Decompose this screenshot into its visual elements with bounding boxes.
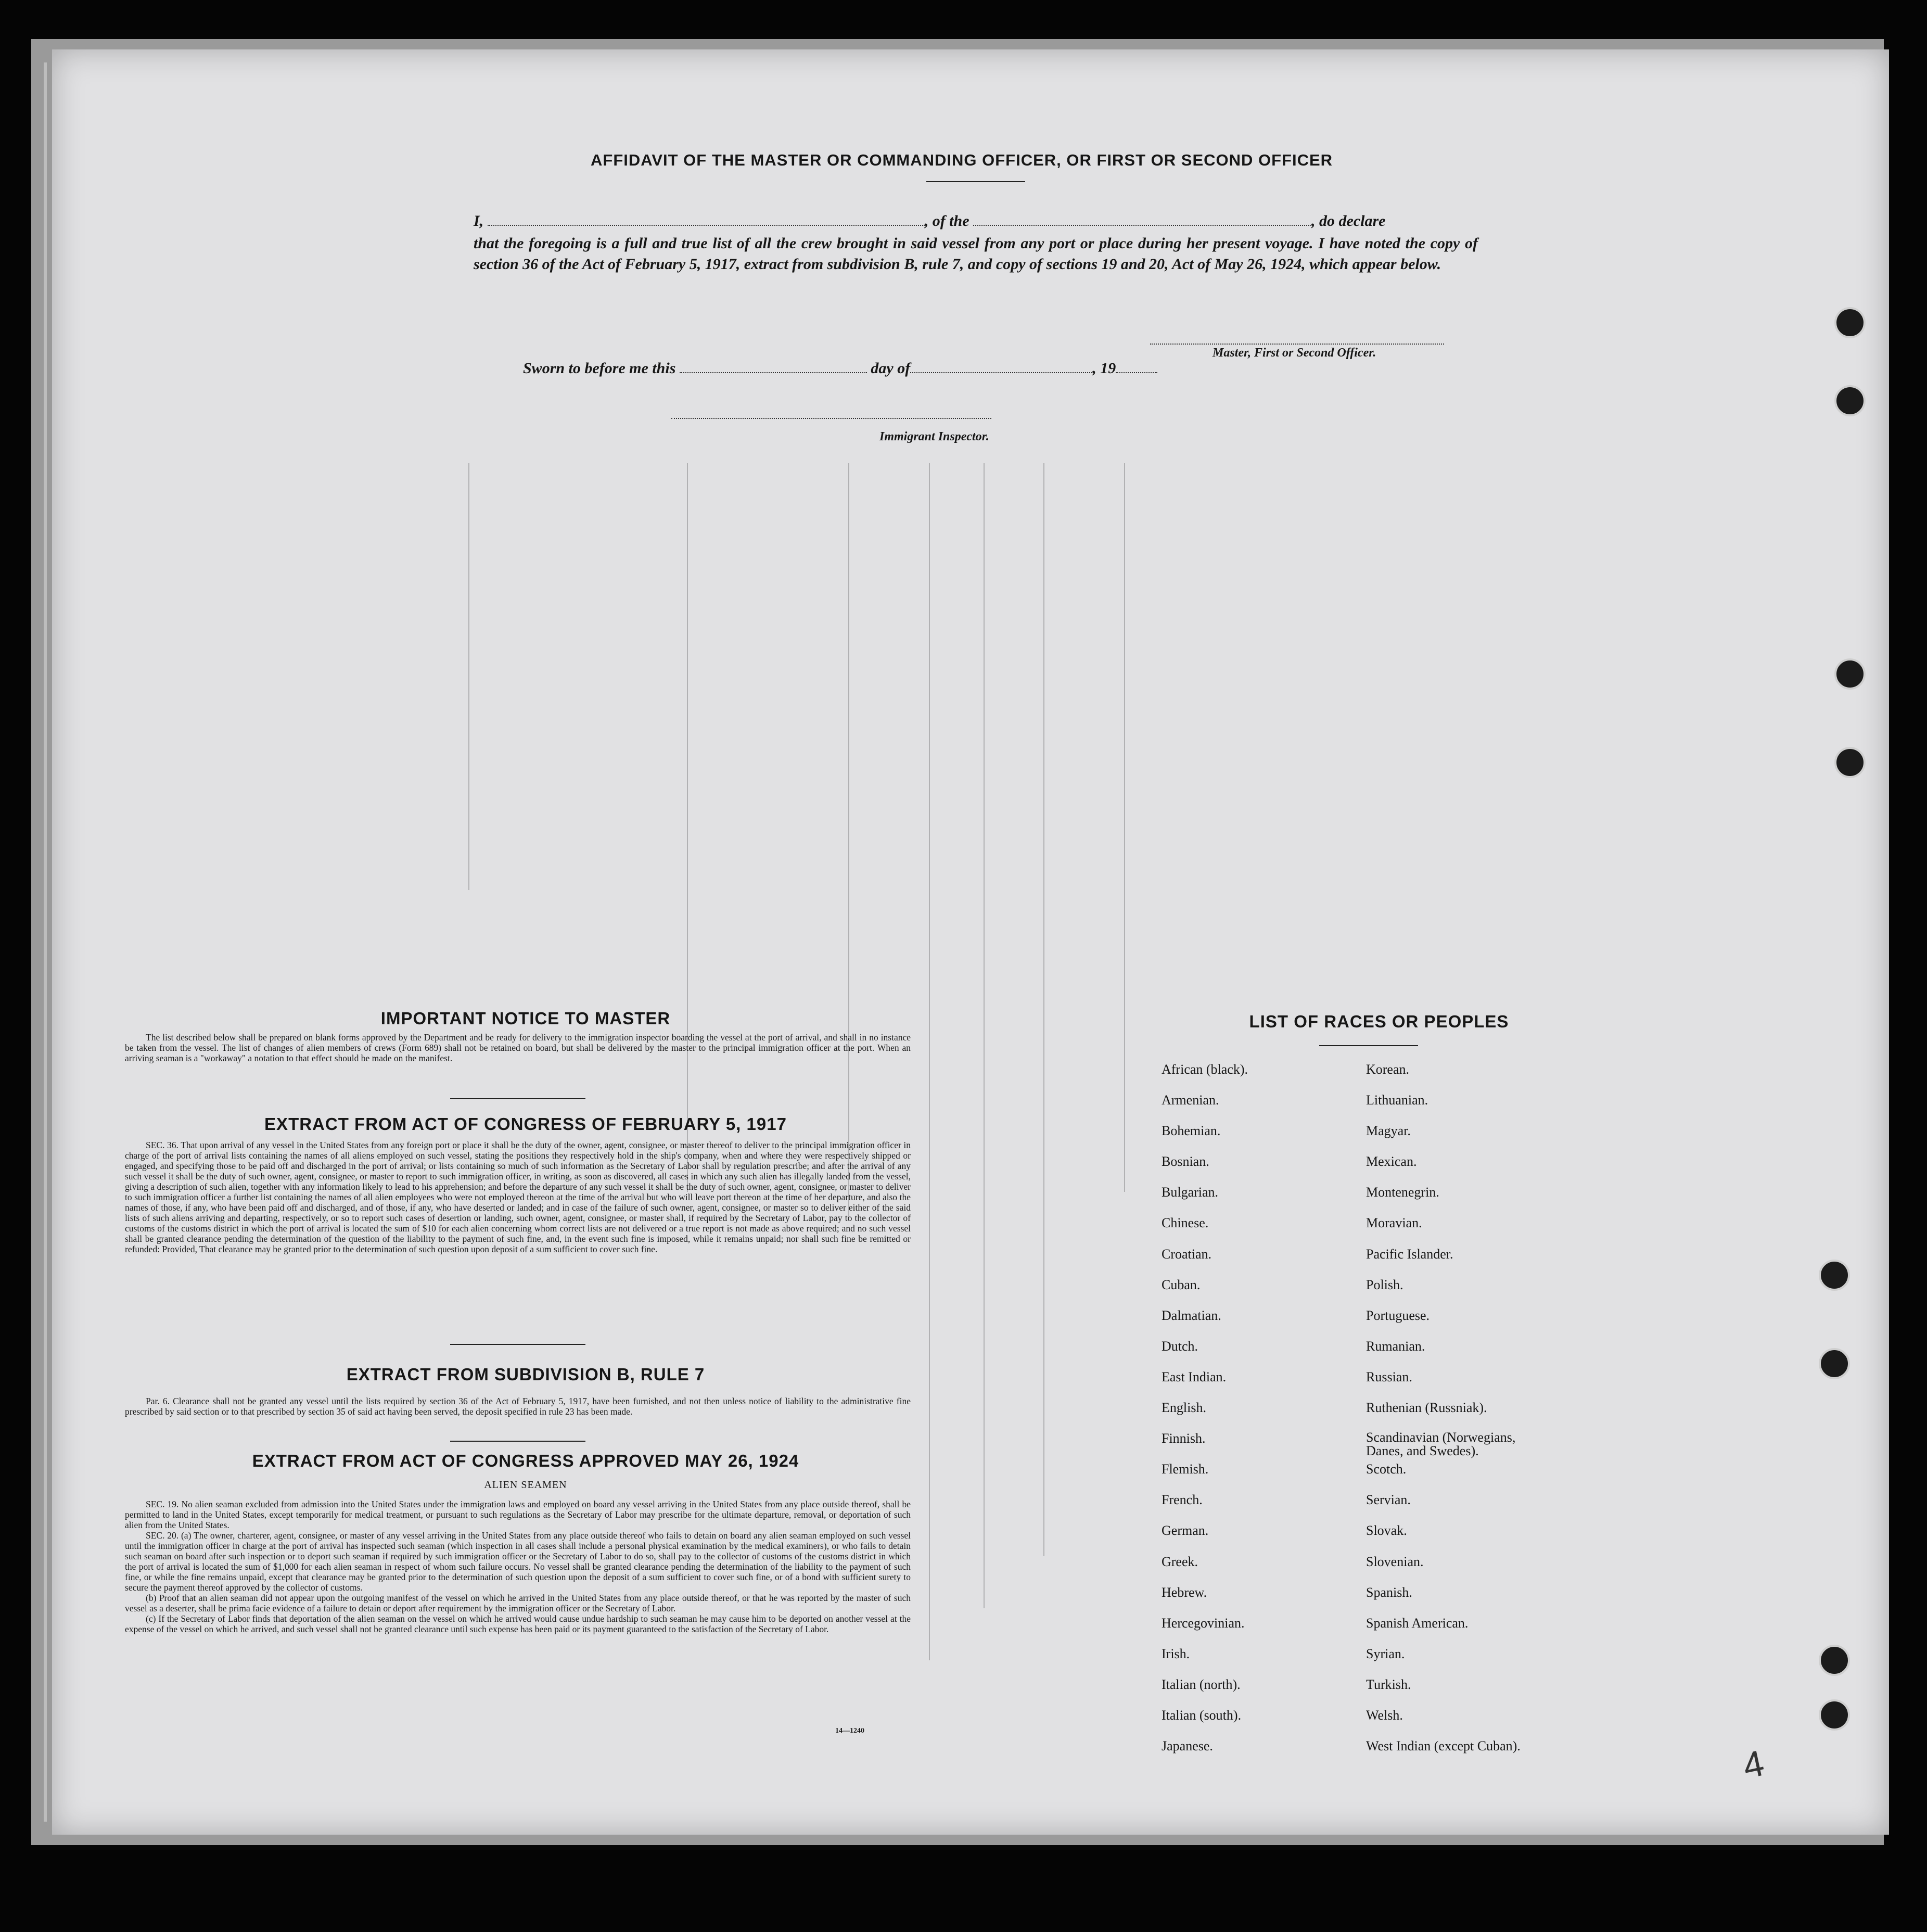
inspector-signature-line[interactable] [671, 418, 991, 419]
extract-1917-text: SEC. 36. That upon arrival of any vessel in the United States from any foreign port or place it shall be the duty of the owner, agent, consignee, or master thereof to deliver to the principal immigration officer in charge of the port of arrival lists containing the names of all aliens employed on such vessel, stating the positions they respectively hold in the ship's company, when and where they were respectively shipped or engaged, and specifying those to be paid off and discharged in the port of arrival; or lists containing so much of such information as the Secretary of Labor shall by regulation prescribe; and after the arrival of any such vessel it shall be the duty of such owner, agent, consignee, or master to report to such immigration officer, in writing, as soon as discovered, all cases in which any such alien has illegally landed from the vessel, giving a description of such alien, together with any information likely to lead to his apprehension; and before the departure of any such vessel it shall be the duty of such owner, agent, consignee, or master to deliver to such immigration officer a further list containing the names of all alien employees who were not employed thereon at the time of the arrival but who will leave port thereon at the time of her departure, and also the names of those, if any, who have been paid off and discharged, and of those, if any, who have deserted or landed; and in case of the failure of such owner, agent, consignee, or master so to deliver either of the said lists of such aliens arriving and departing, respectively, or so to report such cases of desertion or landing, such owner, agent, consignee, or master shall, if required by the Secretary of Labor, pay to the collector of customs of the customs district in which the port of arrival is located the sum of $10 for each alien concerning whom correct lists are not delivered or a true report is not made as above required; and no such vessel shall be granted clearance pending the determination of the question of the liability to the payment of such fine, and, in the event such fine is imposed, while it remains unpaid; nor shall such fine be remitted or refunded: Provided, That clearance may be granted prior to the determination of such question upon deposit of a sum sufficient to cover such fine. [125, 1140, 911, 1254]
extract-1924-subtitle: ALIEN SEAMEN [484, 1479, 567, 1491]
master-signature-line[interactable] [1150, 344, 1444, 345]
race-item: Spanish. [1366, 1584, 1412, 1600]
race-item: Moravian. [1366, 1215, 1422, 1231]
race-item: Flemish. [1162, 1461, 1209, 1477]
race-item: African (black). [1162, 1062, 1248, 1077]
races-rule [1319, 1045, 1418, 1046]
race-item: Magyar. [1366, 1123, 1411, 1139]
sworn-line [523, 358, 1157, 379]
race-item: Spanish American. [1366, 1615, 1469, 1631]
handwritten-mark: 4 [1739, 1742, 1768, 1787]
binder-hole [1834, 307, 1866, 338]
race-item: Italian (north). [1162, 1676, 1241, 1692]
binder-hole [1819, 1348, 1850, 1379]
affidavit-i: I, [474, 212, 484, 230]
extract-1924-body [125, 1499, 911, 1634]
extract-rule7-text: Par. 6. Clearance shall not be granted any vessel until the lists required by section 36 of the Act of February 5, 1917, have been furnished, and not then unless notice of liability to the administrative fine prescribed by said section or to that prescribed by section 35 of said act having been served, the deposit specified in rule 23 has been made. [125, 1396, 911, 1417]
race-item: Pacific Islander. [1366, 1246, 1453, 1262]
sworn-year: , 19 [1092, 360, 1116, 377]
races-title: LIST OF RACES OR PEOPLES [1249, 1012, 1509, 1031]
race-item: Rumanian. [1366, 1338, 1425, 1354]
bleed-through-line [984, 463, 985, 1608]
race-item: Croatian. [1162, 1246, 1212, 1262]
binder-hole [1834, 658, 1866, 690]
vessel-field[interactable] [973, 212, 1311, 226]
race-item: Dutch. [1162, 1338, 1198, 1354]
title-rule [926, 181, 1025, 182]
race-item: Italian (south). [1162, 1707, 1242, 1723]
race-item: Japanese. [1162, 1738, 1213, 1754]
sworn-day-field[interactable] [680, 360, 867, 373]
section-19-text: SEC. 19. No alien seaman excluded from admission into the United States under the immigration laws and employed on board any vessel arriving in the United States from any place outside thereof, shall be permitted to land in the United States, except temporarily for medical treatment, or pursuant to such regulations as the Secretary of Labor may prescribe for the ultimate departure, removal, or deportation of such alien from the United States. [125, 1499, 911, 1530]
race-item: Hercegovinian. [1162, 1615, 1245, 1631]
binder-hole [1834, 747, 1866, 778]
race-item: Mexican. [1366, 1154, 1417, 1170]
extract-rule7-title: EXTRACT FROM SUBDIVISION B, RULE 7 [346, 1365, 705, 1384]
race-item: Bosnian. [1162, 1154, 1209, 1170]
race-item: Irish. [1162, 1646, 1190, 1661]
race-item: Greek. [1162, 1554, 1198, 1569]
bleed-through-line [929, 463, 930, 1660]
race-item: English. [1162, 1400, 1206, 1416]
race-item: Scotch. [1366, 1461, 1407, 1477]
race-item: Dalmatian. [1162, 1307, 1221, 1323]
races-right-column [1366, 1062, 1553, 1769]
races-left-column [1162, 1062, 1248, 1769]
race-item: German. [1162, 1523, 1209, 1539]
race-item: West Indian (except Cuban). [1366, 1738, 1521, 1754]
master-signature-label: Master, First or Second Officer. [1213, 346, 1376, 360]
race-item: Servian. [1366, 1492, 1411, 1508]
sworn-prefix: Sworn to before me this [523, 360, 676, 377]
race-item: Polish. [1366, 1277, 1403, 1292]
affidavit-of-the: , of the [924, 212, 969, 230]
race-item: Bohemian. [1162, 1123, 1221, 1139]
section-20b-text: (b) Proof that an alien seaman did not appear upon the outgoing manifest of the vessel on which he arrived in the United States from any place outside thereof, or that he was reported by the master of such vessel as a deserter, shall be prima facie evidence of a failure to detain or deport after requirement by the immigration officer or the Secretary of Labor. [125, 1593, 911, 1613]
race-item: Slovenian. [1366, 1554, 1424, 1569]
section-20c-text: (c) If the Secretary of Labor finds that deportation of the alien seaman on the vessel on which he arrived would cause undue hardship to such seaman he may cause him to be deported on another vessel at the expense of the vessel on which he arrived, and such vessel shall not be granted clearance until such expense has been paid or its payment guaranteed to the satisfaction of the Secretary of Labor. [125, 1613, 911, 1634]
binder-hole [1819, 1645, 1850, 1676]
extract-rule7-rule [450, 1441, 585, 1442]
affidavit-declare: , do declare [1311, 212, 1386, 230]
race-item: Ruthenian (Russniak). [1366, 1400, 1487, 1416]
extract-1917-title: EXTRACT FROM ACT OF CONGRESS OF FEBRUARY 5, 1917 [264, 1114, 787, 1134]
bleed-through-line [848, 463, 849, 1218]
extract-1917-rule [450, 1344, 585, 1345]
race-item: Russian. [1366, 1369, 1412, 1384]
notice-text: The list described below shall be prepared on blank forms approved by the Department and be ready for delivery to the immigration inspector boarding the vessel at the port of arrival, and shall in no instance be taken from the vessel. The list of changes of alien members of crews (Form 689) shall not be retained on board, but shall be delivered by the master to the principal immigration officer at the port. When an arriving seaman is a "workaway" a notation to that effect should be made on the manifest. [125, 1032, 911, 1063]
race-item: Korean. [1366, 1062, 1410, 1077]
affidavit-body: that the foregoing is a full and true list of all the crew brought in said vessel from any port or place during her present voyage. I have noted the copy of section 36 of the Act of February 5, 1917, extract from subdivision B, rule 7, and copy of sections 19 and 20, Act of May 26, 1924, which appear below. [474, 235, 1478, 273]
race-item: Chinese. [1162, 1215, 1209, 1231]
bleed-through-line [687, 463, 688, 1192]
race-item: Finnish. [1162, 1431, 1206, 1446]
sworn-year-field[interactable] [1116, 360, 1157, 373]
race-item: Lithuanian. [1366, 1092, 1428, 1108]
bleed-through-line [1043, 463, 1044, 1556]
race-item: Montenegrin. [1366, 1185, 1439, 1200]
page-edge [44, 62, 47, 1822]
extract-1924-title: EXTRACT FROM ACT OF CONGRESS APPROVED MAY 26, 1924 [252, 1451, 799, 1470]
race-item: Hebrew. [1162, 1584, 1207, 1600]
sworn-month-field[interactable] [910, 360, 1092, 373]
binder-hole [1819, 1699, 1850, 1731]
bleed-through-line [1124, 463, 1125, 1192]
notice-title: IMPORTANT NOTICE TO MASTER [380, 1009, 671, 1028]
race-item: French. [1162, 1492, 1203, 1508]
form-number: 14—1240 [835, 1727, 864, 1735]
bleed-through-line [468, 463, 469, 890]
race-item: Slovak. [1366, 1523, 1407, 1539]
race-item: Portuguese. [1366, 1307, 1430, 1323]
affidavit-title: AFFIDAVIT OF THE MASTER OR COMMANDING OFFICER, OR FIRST OR SECOND OFFICER [591, 151, 1333, 169]
name-field[interactable] [488, 212, 925, 226]
race-item: Bulgarian. [1162, 1185, 1219, 1200]
inspector-label: Immigrant Inspector. [879, 430, 989, 443]
race-item: Syrian. [1366, 1646, 1405, 1661]
race-item: Scandinavian (Norwegians, Danes, and Swedes). [1366, 1430, 1516, 1459]
notice-rule [450, 1098, 585, 1099]
race-item: Armenian. [1162, 1092, 1219, 1108]
affidavit-line-1 [474, 211, 1470, 232]
race-item: Welsh. [1366, 1707, 1403, 1723]
binder-hole [1834, 385, 1866, 416]
race-item: Turkish. [1366, 1676, 1411, 1692]
race-item: East Indian. [1162, 1369, 1227, 1384]
race-item: Cuban. [1162, 1277, 1201, 1292]
section-20a-text: SEC. 20. (a) The owner, charterer, agent, consignee, or master of any vessel arriving in the United States from any place outside thereof who fails to detain on board any alien seaman employed on such vessel until the immigration officer in charge at the port of arrival has inspected such seaman (which inspection in all cases shall include a personal physical examination by the medical examiners), or who fails to detain such seaman on board after such inspection or to deport such seaman if required by such immigration officer or the Secretary of Labor to do so, shall pay to the collector of customs of the customs district in which the port of arrival is located the sum of $1,000 for each alien seaman in respect of whom such failure occurs. No vessel shall be granted clearance pending the determination of the liability to the payment of such fine, or while the fine remains unpaid, except that clearance may be granted prior to the determination of such question upon the deposit of a sum sufficient to cover such fine, or of a bond with sufficient surety to secure the payment thereof approved by the collector of customs. [125, 1530, 911, 1593]
sworn-day-of: day of [871, 360, 911, 377]
binder-hole [1819, 1260, 1850, 1291]
